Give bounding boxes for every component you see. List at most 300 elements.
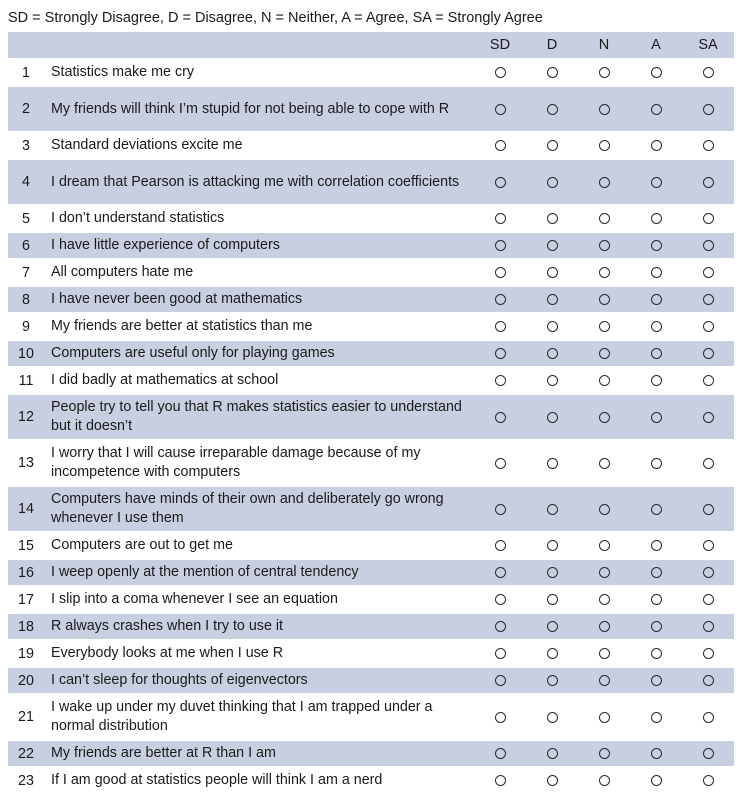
item-statement: Computers are useful only for playing games [44, 340, 474, 367]
radio-n[interactable] [599, 648, 610, 659]
radio-sd[interactable] [495, 712, 506, 723]
option-cell-d [526, 694, 578, 740]
option-cell-d [526, 259, 578, 286]
item-statement: If I am good at statistics people will think I am a nerd [44, 767, 474, 794]
option-cell-a [630, 205, 682, 232]
item-statement: R always crashes when I try to use it [44, 613, 474, 640]
table-row [8, 313, 734, 340]
item-number: 1 [8, 59, 44, 86]
option-cell-n [578, 640, 630, 667]
item-number: 12 [8, 394, 44, 440]
option-cell-sa [682, 613, 734, 640]
option-cell-d [526, 586, 578, 613]
option-cell-n [578, 232, 630, 259]
item-number: 2 [8, 86, 44, 132]
item-statement: I worry that I will cause irreparable damage because of my incompetence with computers [44, 440, 474, 486]
item-statement: Standard deviations excite me [44, 132, 474, 159]
radio-sd[interactable] [495, 213, 506, 224]
radio-sa[interactable] [703, 775, 714, 786]
table-row [8, 767, 734, 794]
survey-table [8, 32, 734, 795]
option-cell-sd [474, 340, 526, 367]
radio-a[interactable] [651, 294, 662, 305]
item-statement: I have never been good at mathematics [44, 286, 474, 313]
radio-d[interactable] [547, 567, 558, 578]
option-cell-a [630, 367, 682, 394]
radio-n[interactable] [599, 412, 610, 423]
option-cell-a [630, 340, 682, 367]
option-cell-sa [682, 740, 734, 767]
radio-d[interactable] [547, 775, 558, 786]
option-cell-a [630, 313, 682, 340]
column-header-a: A [630, 32, 682, 59]
radio-d[interactable] [547, 67, 558, 78]
radio-n[interactable] [599, 748, 610, 759]
option-cell-n [578, 159, 630, 205]
radio-d[interactable] [547, 348, 558, 359]
radio-sd[interactable] [495, 140, 506, 151]
option-cell-d [526, 486, 578, 532]
option-cell-sa [682, 59, 734, 86]
option-cell-sa [682, 667, 734, 694]
table-row [8, 159, 734, 205]
option-cell-sa [682, 640, 734, 667]
option-cell-sd [474, 640, 526, 667]
option-cell-sa [682, 232, 734, 259]
option-cell-sd [474, 559, 526, 586]
option-cell-sa [682, 532, 734, 559]
radio-d[interactable] [547, 177, 558, 188]
radio-d[interactable] [547, 240, 558, 251]
option-cell-d [526, 532, 578, 559]
radio-sd[interactable] [495, 504, 506, 515]
item-number: 17 [8, 586, 44, 613]
radio-sa[interactable] [703, 348, 714, 359]
radio-a[interactable] [651, 267, 662, 278]
option-cell-sd [474, 259, 526, 286]
option-cell-a [630, 694, 682, 740]
radio-sa[interactable] [703, 504, 714, 515]
column-header-n: N [578, 32, 630, 59]
item-number: 19 [8, 640, 44, 667]
option-cell-a [630, 486, 682, 532]
option-cell-sa [682, 159, 734, 205]
radio-a[interactable] [651, 375, 662, 386]
option-cell-sd [474, 586, 526, 613]
radio-n[interactable] [599, 775, 610, 786]
radio-a[interactable] [651, 648, 662, 659]
item-number: 8 [8, 286, 44, 313]
table-row [8, 486, 734, 532]
radio-sd[interactable] [495, 621, 506, 632]
option-cell-sa [682, 767, 734, 794]
radio-a[interactable] [651, 67, 662, 78]
option-cell-d [526, 440, 578, 486]
radio-d[interactable] [547, 375, 558, 386]
option-cell-n [578, 667, 630, 694]
option-cell-n [578, 340, 630, 367]
radio-sa[interactable] [703, 458, 714, 469]
table-row [8, 394, 734, 440]
radio-d[interactable] [547, 412, 558, 423]
table-row [8, 667, 734, 694]
item-number: 3 [8, 132, 44, 159]
table-row [8, 259, 734, 286]
table-row [8, 613, 734, 640]
radio-d[interactable] [547, 294, 558, 305]
option-cell-n [578, 205, 630, 232]
radio-sa[interactable] [703, 177, 714, 188]
radio-sa[interactable] [703, 240, 714, 251]
item-statement: I dream that Pearson is attacking me with correlation coefficients [44, 159, 474, 205]
option-cell-n [578, 694, 630, 740]
radio-n[interactable] [599, 375, 610, 386]
option-cell-sd [474, 667, 526, 694]
radio-sa[interactable] [703, 748, 714, 759]
item-statement: I have little experience of computers [44, 232, 474, 259]
option-cell-d [526, 59, 578, 86]
radio-sa[interactable] [703, 294, 714, 305]
radio-sd[interactable] [495, 294, 506, 305]
option-cell-d [526, 313, 578, 340]
radio-sd[interactable] [495, 675, 506, 686]
option-cell-d [526, 394, 578, 440]
radio-n[interactable] [599, 321, 610, 332]
table-row [8, 559, 734, 586]
radio-sd[interactable] [495, 67, 506, 78]
option-cell-n [578, 132, 630, 159]
radio-sa[interactable] [703, 621, 714, 632]
radio-a[interactable] [651, 240, 662, 251]
option-cell-sa [682, 259, 734, 286]
option-cell-n [578, 740, 630, 767]
radio-sa[interactable] [703, 412, 714, 423]
option-cell-sd [474, 367, 526, 394]
radio-n[interactable] [599, 540, 610, 551]
item-number: 5 [8, 205, 44, 232]
option-cell-sd [474, 132, 526, 159]
option-cell-sd [474, 286, 526, 313]
radio-sa[interactable] [703, 675, 714, 686]
item-number: 22 [8, 740, 44, 767]
radio-a[interactable] [651, 594, 662, 605]
radio-d[interactable] [547, 213, 558, 224]
item-number: 4 [8, 159, 44, 205]
radio-sd[interactable] [495, 648, 506, 659]
option-cell-n [578, 313, 630, 340]
option-cell-a [630, 740, 682, 767]
item-statement: I slip into a coma whenever I see an equation [44, 586, 474, 613]
item-statement: I wake up under my duvet thinking that I am trapped under a normal distribution [44, 694, 474, 740]
option-cell-a [630, 640, 682, 667]
radio-a[interactable] [651, 104, 662, 115]
option-cell-n [578, 532, 630, 559]
table-row [8, 440, 734, 486]
option-cell-a [630, 59, 682, 86]
option-cell-a [630, 532, 682, 559]
option-cell-a [630, 159, 682, 205]
option-cell-a [630, 232, 682, 259]
item-statement: All computers hate me [44, 259, 474, 286]
option-cell-sa [682, 486, 734, 532]
radio-sa[interactable] [703, 267, 714, 278]
radio-sd[interactable] [495, 375, 506, 386]
item-number: 14 [8, 486, 44, 532]
radio-sd[interactable] [495, 177, 506, 188]
option-cell-sa [682, 694, 734, 740]
radio-a[interactable] [651, 213, 662, 224]
option-cell-sd [474, 313, 526, 340]
option-cell-sa [682, 394, 734, 440]
radio-d[interactable] [547, 540, 558, 551]
option-cell-d [526, 613, 578, 640]
table-row [8, 740, 734, 767]
table-row [8, 340, 734, 367]
radio-sa[interactable] [703, 140, 714, 151]
radio-n[interactable] [599, 675, 610, 686]
option-cell-d [526, 205, 578, 232]
option-cell-d [526, 132, 578, 159]
radio-d[interactable] [547, 140, 558, 151]
radio-n[interactable] [599, 140, 610, 151]
radio-n[interactable] [599, 240, 610, 251]
option-cell-n [578, 586, 630, 613]
item-statement: I can’t sleep for thoughts of eigenvectors [44, 667, 474, 694]
option-cell-d [526, 559, 578, 586]
option-cell-sd [474, 767, 526, 794]
radio-a[interactable] [651, 321, 662, 332]
option-cell-sd [474, 232, 526, 259]
item-statement: My friends will think I’m stupid for not being able to cope with R [44, 86, 474, 132]
item-column-header [44, 32, 474, 59]
option-cell-n [578, 59, 630, 86]
option-cell-n [578, 559, 630, 586]
option-cell-sa [682, 313, 734, 340]
radio-a[interactable] [651, 567, 662, 578]
radio-sd[interactable] [495, 567, 506, 578]
radio-n[interactable] [599, 504, 610, 515]
item-statement: Computers are out to get me [44, 532, 474, 559]
option-cell-d [526, 740, 578, 767]
option-cell-sd [474, 86, 526, 132]
option-cell-n [578, 86, 630, 132]
item-statement: My friends are better at statistics than me [44, 313, 474, 340]
option-cell-sa [682, 559, 734, 586]
item-number: 7 [8, 259, 44, 286]
option-cell-sa [682, 340, 734, 367]
item-statement: I weep openly at the mention of central tendency [44, 559, 474, 586]
option-cell-n [578, 613, 630, 640]
item-statement: Statistics make me cry [44, 59, 474, 86]
table-row [8, 694, 734, 740]
radio-a[interactable] [651, 621, 662, 632]
table-row [8, 367, 734, 394]
radio-n[interactable] [599, 621, 610, 632]
radio-d[interactable] [547, 712, 558, 723]
item-number: 11 [8, 367, 44, 394]
option-cell-sd [474, 394, 526, 440]
radio-d[interactable] [547, 104, 558, 115]
radio-d[interactable] [547, 267, 558, 278]
radio-n[interactable] [599, 267, 610, 278]
option-cell-a [630, 132, 682, 159]
radio-a[interactable] [651, 775, 662, 786]
radio-d[interactable] [547, 594, 558, 605]
radio-d[interactable] [547, 504, 558, 515]
radio-sa[interactable] [703, 375, 714, 386]
radio-sa[interactable] [703, 567, 714, 578]
option-cell-a [630, 767, 682, 794]
option-cell-sd [474, 694, 526, 740]
column-header-d: D [526, 32, 578, 59]
option-cell-d [526, 286, 578, 313]
option-cell-a [630, 586, 682, 613]
option-cell-sd [474, 205, 526, 232]
radio-n[interactable] [599, 213, 610, 224]
option-cell-n [578, 394, 630, 440]
radio-n[interactable] [599, 567, 610, 578]
radio-sa[interactable] [703, 594, 714, 605]
item-number: 23 [8, 767, 44, 794]
column-header-sd: SD [474, 32, 526, 59]
radio-sd[interactable] [495, 104, 506, 115]
radio-n[interactable] [599, 104, 610, 115]
option-cell-n [578, 767, 630, 794]
radio-a[interactable] [651, 748, 662, 759]
option-cell-a [630, 286, 682, 313]
radio-d[interactable] [547, 621, 558, 632]
option-cell-sd [474, 613, 526, 640]
radio-sd[interactable] [495, 240, 506, 251]
option-cell-n [578, 259, 630, 286]
option-cell-a [630, 667, 682, 694]
table-row [8, 640, 734, 667]
option-cell-sd [474, 59, 526, 86]
radio-a[interactable] [651, 177, 662, 188]
item-number: 20 [8, 667, 44, 694]
option-cell-a [630, 559, 682, 586]
radio-a[interactable] [651, 458, 662, 469]
option-cell-n [578, 367, 630, 394]
table-row [8, 59, 734, 86]
radio-sa[interactable] [703, 67, 714, 78]
radio-n[interactable] [599, 458, 610, 469]
option-cell-a [630, 613, 682, 640]
option-cell-a [630, 394, 682, 440]
item-number: 10 [8, 340, 44, 367]
radio-n[interactable] [599, 348, 610, 359]
option-cell-sd [474, 532, 526, 559]
option-cell-d [526, 667, 578, 694]
radio-n[interactable] [599, 67, 610, 78]
option-cell-d [526, 767, 578, 794]
option-cell-sa [682, 586, 734, 613]
option-cell-sd [474, 486, 526, 532]
option-cell-sd [474, 440, 526, 486]
header-row [8, 32, 734, 59]
table-row [8, 232, 734, 259]
radio-sa[interactable] [703, 321, 714, 332]
item-statement: My friends are better at R than I am [44, 740, 474, 767]
radio-n[interactable] [599, 294, 610, 305]
radio-sa[interactable] [703, 213, 714, 224]
option-cell-d [526, 367, 578, 394]
radio-a[interactable] [651, 712, 662, 723]
option-cell-sd [474, 159, 526, 205]
option-cell-n [578, 286, 630, 313]
radio-sd[interactable] [495, 458, 506, 469]
radio-sd[interactable] [495, 775, 506, 786]
radio-sd[interactable] [495, 540, 506, 551]
table-row [8, 286, 734, 313]
radio-sd[interactable] [495, 412, 506, 423]
option-cell-sa [682, 205, 734, 232]
radio-a[interactable] [651, 140, 662, 151]
item-statement: I don’t understand statistics [44, 205, 474, 232]
option-cell-n [578, 440, 630, 486]
radio-d[interactable] [547, 748, 558, 759]
radio-sa[interactable] [703, 648, 714, 659]
radio-sa[interactable] [703, 540, 714, 551]
option-cell-a [630, 86, 682, 132]
radio-sd[interactable] [495, 594, 506, 605]
radio-d[interactable] [547, 321, 558, 332]
option-cell-d [526, 340, 578, 367]
option-cell-n [578, 486, 630, 532]
table-row [8, 532, 734, 559]
radio-a[interactable] [651, 675, 662, 686]
radio-sd[interactable] [495, 321, 506, 332]
table-row [8, 132, 734, 159]
item-number: 9 [8, 313, 44, 340]
radio-sa[interactable] [703, 712, 714, 723]
radio-a[interactable] [651, 348, 662, 359]
radio-n[interactable] [599, 177, 610, 188]
option-cell-sa [682, 132, 734, 159]
item-number: 16 [8, 559, 44, 586]
table-row [8, 586, 734, 613]
option-cell-sa [682, 440, 734, 486]
item-number: 21 [8, 694, 44, 740]
radio-a[interactable] [651, 412, 662, 423]
item-statement: Everybody looks at me when I use R [44, 640, 474, 667]
radio-sa[interactable] [703, 104, 714, 115]
column-header-sa: SA [682, 32, 734, 59]
radio-a[interactable] [651, 504, 662, 515]
item-statement: I did badly at mathematics at school [44, 367, 474, 394]
radio-sd[interactable] [495, 348, 506, 359]
radio-n[interactable] [599, 712, 610, 723]
option-cell-sa [682, 286, 734, 313]
radio-d[interactable] [547, 675, 558, 686]
radio-sd[interactable] [495, 748, 506, 759]
number-column-header [8, 32, 44, 59]
option-cell-d [526, 86, 578, 132]
table-row [8, 86, 734, 132]
option-cell-d [526, 232, 578, 259]
option-cell-a [630, 259, 682, 286]
option-cell-sd [474, 740, 526, 767]
item-number: 18 [8, 613, 44, 640]
option-cell-sa [682, 367, 734, 394]
radio-sd[interactable] [495, 267, 506, 278]
item-number: 13 [8, 440, 44, 486]
radio-d[interactable] [547, 648, 558, 659]
radio-a[interactable] [651, 540, 662, 551]
radio-d[interactable] [547, 458, 558, 469]
radio-n[interactable] [599, 594, 610, 605]
item-number: 6 [8, 232, 44, 259]
